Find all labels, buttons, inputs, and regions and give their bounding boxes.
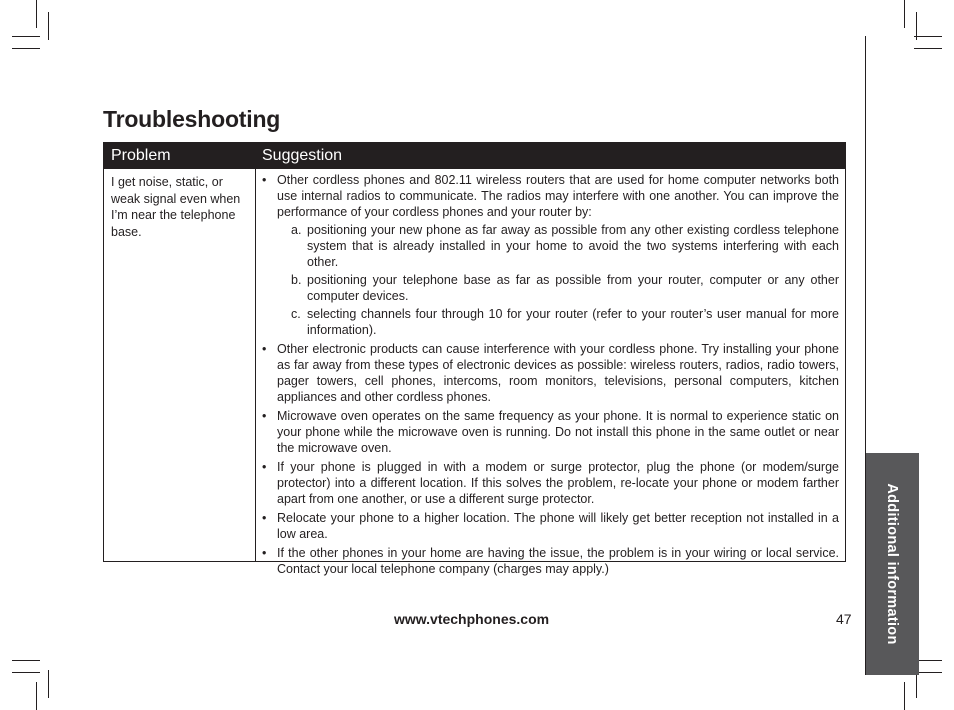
suggestion-text: Other cordless phones and 802.11 wireless routers that are used for home computer networks both use internal radios to communicate. The radios may interfere with one another. You can improve the performance of your cordless phones and your router by: <box>277 173 839 219</box>
header-suggestion: Suggestion <box>262 147 343 164</box>
suggestion-text: If your phone is plugged in with a modem or surge protector, plug the phone (or modem/surge protector) into a different location. If this solves the problem, re-locate your phone or modem farther apart from one another, or use a different surge protector. <box>277 460 839 506</box>
suggestion-cell <box>261 172 839 580</box>
footer-url: www.vtechphones.com <box>394 611 550 627</box>
crop-mark <box>12 48 40 49</box>
list-item <box>261 510 839 542</box>
bullet-icon: • <box>262 546 267 560</box>
suggestion-text: Relocate your phone to a higher location. The phone will likely get better reception not installed in a low area. <box>277 511 839 541</box>
crop-mark <box>48 670 49 698</box>
bullet-icon: • <box>262 460 267 474</box>
crop-mark <box>12 36 40 37</box>
column-divider <box>255 169 256 561</box>
bullet-icon: • <box>262 173 267 187</box>
header-problem: Problem <box>111 147 171 164</box>
crop-mark <box>916 12 917 40</box>
side-tab-label: Additional information <box>884 483 900 645</box>
sub-item-text: positioning your telephone base as far as possible from your router, computer or any other computer devices. <box>307 273 839 303</box>
troubleshooting-table <box>103 142 846 576</box>
crop-mark <box>904 0 905 28</box>
crop-mark <box>914 48 942 49</box>
bullet-icon: • <box>262 511 267 525</box>
crop-mark <box>36 682 37 710</box>
sub-item-text: selecting channels four through 10 for your router (refer to your router’s user manual for more information). <box>307 307 839 337</box>
list-item <box>261 408 839 456</box>
list-item <box>261 459 839 507</box>
bullet-icon: • <box>262 409 267 423</box>
crop-mark <box>904 682 905 710</box>
crop-mark <box>12 672 40 673</box>
sub-item-text: positioning your new phone as far away as possible from any other existing cordless telephone system that is already installed in your home to avoid the two systems interfering with each other. <box>307 223 839 269</box>
suggestion-text: If the other phones in your home are having the issue, the problem is in your wiring or local service. Contact your local telephone company (charges may apply.) <box>277 546 839 576</box>
table-header <box>104 143 845 169</box>
sub-item-label: c. <box>291 307 301 321</box>
sub-item-label: a. <box>291 223 302 237</box>
suggestion-text: Other electronic products can cause interference with your cordless phone. Try installing your phone as far away from these types of electronic devices as possible: wireless routers, radios, radio towers, pager towers, cell phones, intercoms, room monitors, televisions, personal computers, kitchen appliances and other cordless phones. <box>277 342 839 404</box>
page-title: Troubleshooting <box>103 106 281 132</box>
sub-item <box>277 222 839 270</box>
bullet-icon: • <box>262 342 267 356</box>
sub-item-label: b. <box>291 273 302 287</box>
crop-mark <box>12 660 40 661</box>
problem-cell: I get noise, static, or weak signal even when I’m near the telephone base. <box>111 175 241 239</box>
sub-item <box>277 272 839 304</box>
suggestion-text: Microwave oven operates on the same frequency as your phone. It is normal to experience static on your phone while the microwave oven is running. Do not install this phone in the same outlet or near the microwave oven. <box>277 409 839 455</box>
side-tab <box>866 453 919 675</box>
crop-mark <box>36 0 37 28</box>
sub-item <box>277 306 839 338</box>
crop-mark <box>48 12 49 40</box>
list-item <box>261 545 839 577</box>
page-number: 47 <box>836 611 852 627</box>
list-item <box>261 172 839 338</box>
list-item <box>261 341 839 405</box>
crop-mark <box>914 36 942 37</box>
